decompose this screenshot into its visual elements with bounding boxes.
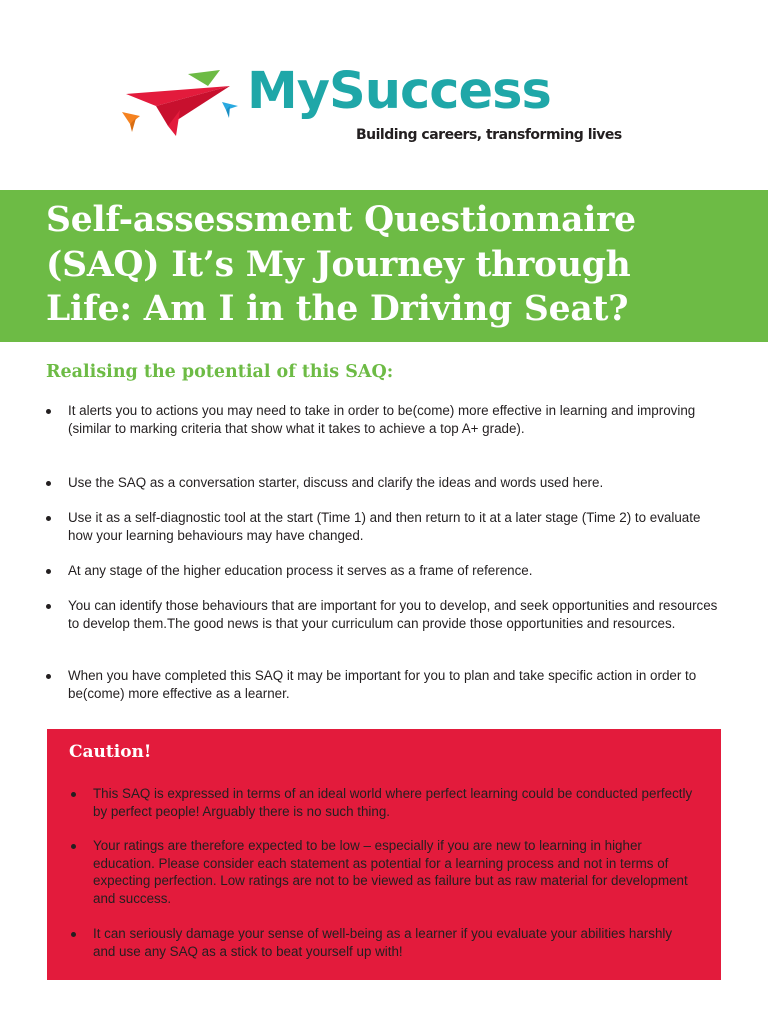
- bullet-dot-icon: [46, 569, 51, 574]
- list-item-text: At any stage of the higher education process it serves as a frame of reference.: [68, 563, 533, 578]
- paper-plane-logo-icon: [118, 66, 248, 146]
- title-line-1: Self-assessment Questionnaire: [46, 200, 636, 240]
- title-line-3: Life: Am I in the Driving Seat?: [46, 289, 629, 329]
- bullet-dot-icon: [46, 604, 51, 609]
- list-item-text: When you have completed this SAQ it may be important for you to plan and take specific action in order to be(come) more effective as a learner.: [68, 668, 697, 701]
- caution-title: Caution!: [69, 742, 152, 762]
- bullet-dot-icon: [71, 792, 76, 797]
- potential-bullet-list: [46, 402, 726, 702]
- brand-tagline: Building careers, transforming lives: [356, 127, 622, 143]
- list-item-text: Use the SAQ as a conversation starter, discuss and clarify the ideas and words used here.: [68, 475, 604, 490]
- brand-wordmark: MySuccess: [247, 62, 551, 121]
- logo: [118, 62, 638, 156]
- bullet-dot-icon: [46, 516, 51, 521]
- list-item-text: It can seriously damage your sense of well-being as a learner if you evaluate your abilities harshly and use any SAQ as a stick to beat yourself up with!: [93, 926, 673, 959]
- bullet-dot-icon: [46, 409, 51, 414]
- section-heading: Realising the potential of this SAQ:: [46, 362, 394, 382]
- caution-bullet-list: [71, 785, 701, 975]
- title-line-2: (SAQ) It’s My Journey through: [46, 245, 631, 285]
- caution-box: [47, 729, 721, 980]
- bullet-dot-icon: [46, 674, 51, 679]
- list-item-text: This SAQ is expressed in terms of an ideal world where perfect learning could be conducted perfectly by perfect people! Arguably there is no such thing.: [93, 786, 693, 819]
- list-item-text: You can identify those behaviours that are important for you to develop, and seek opportunities and resources to develop them.The good news is that your curriculum can provide those opportunities and resources.: [68, 598, 718, 631]
- list-item-text: Use it as a self-diagnostic tool at the start (Time 1) and then return to it at a later stage (Time 2) to evaluate how your learning behaviours may have changed.: [68, 510, 701, 543]
- title-band: [0, 190, 768, 342]
- bullet-dot-icon: [46, 481, 51, 486]
- bullet-dot-icon: [71, 932, 76, 937]
- list-item-text: It alerts you to actions you may need to take in order to be(come) more effective in learning and improving (similar to marking criteria that show what it takes to achieve a top A+ grade).: [68, 403, 696, 436]
- bullet-dot-icon: [71, 844, 76, 849]
- list-item-text: Your ratings are therefore expected to be low – especially if you are new to learning in higher education. Please consider each statement as potential for a learning process and not in terms of expecting perfection. Low ratings are not to be viewed as failure but as raw material for development and success.: [93, 838, 688, 906]
